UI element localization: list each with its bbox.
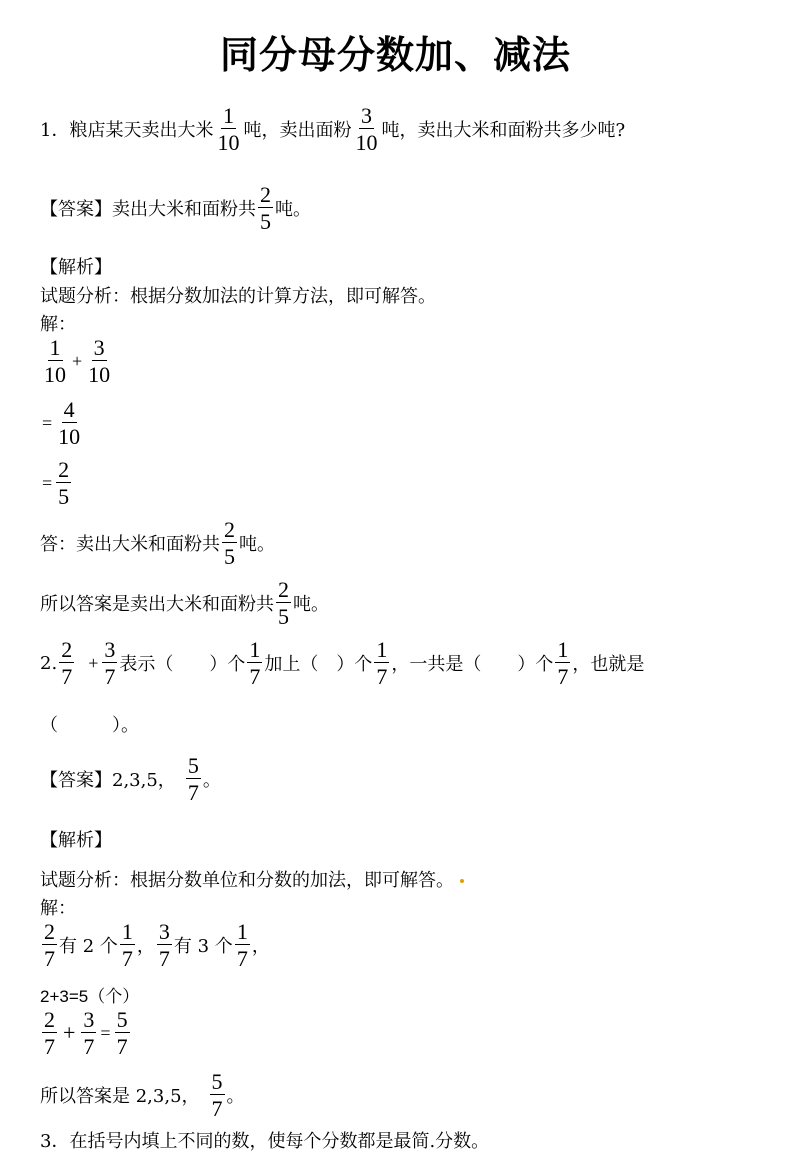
q2-text3: ，一共是（ ）个 <box>391 654 554 676</box>
q1-step1 <box>40 336 114 386</box>
q2-fraction-b: $\frac{3}{7}$ <box>104 637 116 690</box>
q1-step2-frac: $\frac{4}{10}$ <box>58 397 81 450</box>
q2-text2: 加上（ ）个 <box>264 654 373 676</box>
q1-fraction-flour: $\frac{3}{10}$ <box>355 103 378 156</box>
q2-text4: ，也就是 <box>572 654 645 676</box>
plus-sign: + <box>72 350 83 371</box>
q2-text5: （ ）。 <box>40 715 139 736</box>
equals-sign: = <box>42 472 53 493</box>
q2-final <box>40 1070 245 1120</box>
equals-sign: = <box>42 412 53 433</box>
q1-reply-prefix: 答：卖出大米和面粉共 <box>40 534 220 556</box>
q2-analysis-header: 【解析】 <box>40 830 112 851</box>
page-title: 同分母分数加、减法 <box>219 32 571 77</box>
q2-has3: 有 3 个 <box>173 936 233 958</box>
q1-step3-frac: $\frac{2}{5}$ <box>58 457 70 510</box>
stray-mark <box>460 879 464 883</box>
q1-step3 <box>40 458 73 508</box>
q2-number: 2. <box>40 652 58 674</box>
q1-answer-suffix: 吨。 <box>275 199 311 221</box>
q2-final-suffix: 。 <box>226 1086 245 1108</box>
q1-solve-label: 解： <box>40 314 76 335</box>
q2-step1 <box>40 920 270 970</box>
q2-analysis-text: 试题分析：根据分数单位和分数的加法，即可解答。 <box>40 866 464 892</box>
q3-question: 3．在括号内填上不同的数，使每个分数都是最简.分数。 <box>40 1131 490 1152</box>
q2-answer-prefix: 【答案】2,3,5， <box>40 770 176 792</box>
q2-fraction-a: $\frac{2}{7}$ <box>61 637 73 690</box>
q1-mid: 吨，卖出面粉 <box>243 120 352 142</box>
q1-question <box>40 104 625 154</box>
q2-count-line: 2+3=5（个） <box>40 987 140 1006</box>
q1-step2 <box>40 398 84 448</box>
q1-fraction-rice: $\frac{1}{10}$ <box>217 103 240 156</box>
q1-final-fraction: $\frac{2}{5}$ <box>278 577 289 630</box>
q1-step1-frac-a: $\frac{1}{10}$ <box>44 335 66 388</box>
q1-answer-prefix: 【答案】卖出大米和面粉共 <box>40 199 256 221</box>
q2-final-prefix: 所以答案是 2,3,5， <box>40 1086 200 1108</box>
q2-comma-end: ， <box>251 936 270 958</box>
plus-sign: + <box>88 652 99 673</box>
q1-reply-fraction: $\frac{2}{5}$ <box>224 517 235 570</box>
q2-sum-result: $\frac{5}{7}$ <box>116 1007 128 1060</box>
q1-suffix: 吨，卖出大米和面粉共多少吨? <box>381 120 626 142</box>
q2-comma: ， <box>136 936 155 958</box>
q2-text1: 表示（ ）个 <box>119 654 246 676</box>
q2-answer-suffix: 。 <box>202 770 221 792</box>
q1-answer-fraction: $\frac{2}{5}$ <box>260 182 271 235</box>
q2-final-fraction: $\frac{5}{7}$ <box>211 1069 223 1122</box>
q2-unit-fraction-1: $\frac{1}{7}$ <box>249 637 261 690</box>
q2-step1-frac-b: $\frac{3}{7}$ <box>158 919 170 972</box>
q1-analysis-text: 试题分析：根据分数加法的计算方法，即可解答。 <box>40 286 436 307</box>
q1-final-suffix: 吨。 <box>293 594 329 616</box>
q2-unit-fraction-2: $\frac{1}{7}$ <box>376 637 388 690</box>
q2-sum-frac-b: $\frac{3}{7}$ <box>83 1007 95 1060</box>
q2-step1-unit-b: $\frac{1}{7}$ <box>236 919 248 972</box>
q1-reply <box>40 518 275 568</box>
q1-analysis-header: 【解析】 <box>40 257 112 278</box>
q1-step1-frac-b: $\frac{3}{10}$ <box>88 335 111 388</box>
q2-question <box>40 638 644 688</box>
q2-unit-fraction-3: $\frac{1}{7}$ <box>557 637 569 690</box>
q1-answer <box>40 183 311 233</box>
q1-final <box>40 578 329 628</box>
equals-sign: = <box>100 1022 111 1043</box>
q2-sum-frac-a: $\frac{2}{7}$ <box>44 1007 55 1060</box>
q1-prefix: 1．粮店某天卖出大米 <box>40 120 214 142</box>
q2-answer <box>40 754 221 804</box>
q1-final-prefix: 所以答案是卖出大米和面粉共 <box>40 594 274 616</box>
q1-reply-suffix: 吨。 <box>239 534 275 556</box>
q2-answer-fraction: $\frac{5}{7}$ <box>187 753 199 806</box>
q2-has2: 有 2 个 <box>59 936 118 958</box>
q2-step1-unit-a: $\frac{1}{7}$ <box>121 919 133 972</box>
q2-sum <box>40 1008 132 1058</box>
q2-solve-label: 解： <box>40 898 76 919</box>
plus-sign: + <box>63 1020 76 1046</box>
q2-step1-frac-a: $\frac{2}{7}$ <box>44 919 55 972</box>
